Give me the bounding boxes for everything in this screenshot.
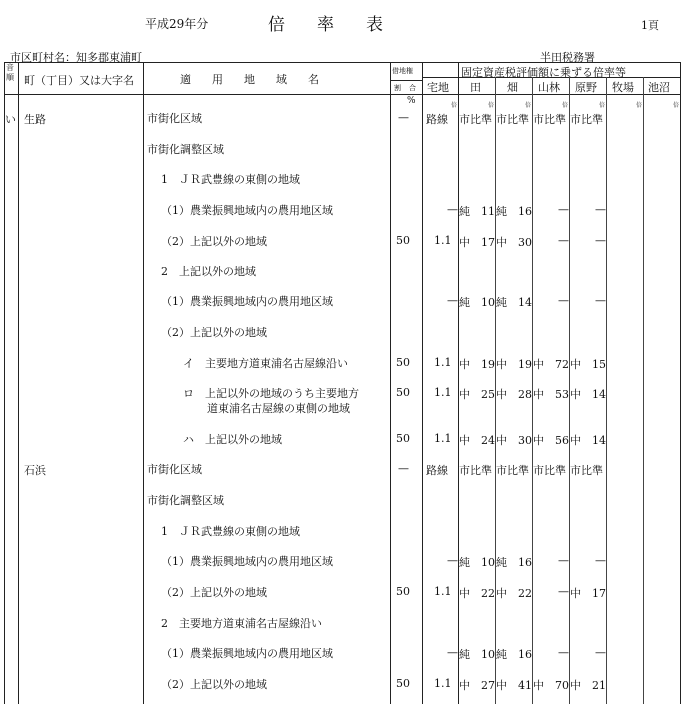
area-cell: 市街化調整区域 (147, 143, 224, 156)
genya-cell: 中 21 (570, 679, 606, 692)
page-number: 1頁 (641, 19, 659, 32)
ta-cell: 純 10 (459, 296, 495, 309)
area-cell: （1）農業振興地域内の農用地区域 (161, 295, 333, 308)
unit-ta: 倍 (488, 102, 495, 109)
ta-cell: 中 25 (459, 388, 495, 401)
area-cell: ロ 上記以外の地域のうち主要地方 (183, 387, 359, 400)
genya-cell: — (595, 554, 606, 567)
year-label: 平成29年分 (145, 17, 209, 31)
area-cell: （2）上記以外の地域 (161, 586, 267, 599)
ratio-cell: 50 (396, 432, 410, 445)
sanrin-cell: — (558, 585, 569, 598)
takuchi-cell: 路線 (426, 113, 448, 126)
kana-cell: い (5, 113, 16, 126)
header-kana-order: 音順 (6, 63, 14, 82)
sanrin-cell: 中 56 (533, 434, 569, 447)
area-cell: （1）農業振興地域内の農用地区域 (161, 647, 333, 660)
header-leasehold-ratio: 借地権 (392, 67, 413, 75)
ta-cell: 中 27 (459, 679, 495, 692)
area-cell: 2 主要地方道東浦名古屋線沿い (161, 617, 322, 630)
ratio-cell: — (398, 462, 409, 475)
ta-cell: 市比準 (459, 464, 492, 477)
ratio-cell: 50 (396, 234, 410, 247)
unit-sanrin: 倍 (562, 102, 569, 109)
area-cell: 市街化区域 (147, 463, 202, 476)
unit-bokujo: 倍 (636, 102, 643, 109)
hata-cell: 純 16 (496, 648, 532, 661)
area-cell: 市街化調整区域 (147, 494, 224, 507)
page-title: 倍率表 (268, 15, 415, 35)
unit-hata: 倍 (525, 102, 532, 109)
town-cell: 石浜 (24, 464, 46, 477)
ratio-header-divider (390, 80, 422, 81)
genya-cell: 中 15 (570, 358, 606, 371)
header-takuchi: 宅地 (427, 81, 449, 94)
area-cell-continued: 道東浦名古屋線の東側の地域 (207, 402, 350, 415)
takuchi-cell: 1.1 (434, 386, 452, 399)
sanrin-cell: 市比準 (533, 464, 566, 477)
ta-cell: 純 10 (459, 556, 495, 569)
sanrin-cell: — (558, 646, 569, 659)
unit-genya: 倍 (599, 102, 606, 109)
hata-cell: 中 41 (496, 679, 532, 692)
ratio-cell: 50 (396, 585, 410, 598)
takuchi-cell: 1.1 (434, 585, 452, 598)
ta-cell: 純 11 (459, 205, 495, 218)
header-bokujo: 牧場 (612, 81, 634, 94)
header-ta: 田 (470, 81, 481, 94)
ta-cell: 中 24 (459, 434, 495, 447)
area-cell: （1）農業振興地域内の農用地区域 (161, 555, 333, 568)
hata-cell: 中 28 (496, 388, 532, 401)
header-town-name: 町（丁目）又は大字名 (24, 74, 134, 87)
genya-cell: — (595, 646, 606, 659)
genya-cell: 市比準 (570, 113, 603, 126)
hata-cell: 純 14 (496, 296, 532, 309)
ratio-cell: 50 (396, 356, 410, 369)
table-top-border (4, 62, 680, 63)
genya-cell: — (595, 234, 606, 247)
sanrin-cell: 市比準 (533, 113, 566, 126)
hata-cell: 純 16 (496, 556, 532, 569)
takuchi-cell: — (447, 646, 458, 659)
genya-cell: 市比準 (570, 464, 603, 477)
area-cell: 1 ＪＲ武豊線の東側の地域 (161, 525, 300, 538)
hata-cell: 市比準 (496, 113, 529, 126)
ta-cell: 中 17 (459, 236, 495, 249)
header-area-name: 適用地域名 (180, 73, 340, 86)
takuchi-header-divider (422, 77, 458, 78)
municipality-label: 市区町村名：知多郡東浦町 (10, 51, 142, 64)
header-ratio: 割合 (394, 84, 424, 92)
genya-cell: 中 17 (570, 587, 606, 600)
header-hata: 畑 (507, 81, 518, 94)
town-cell: 生路 (24, 113, 46, 126)
hata-cell: 中 30 (496, 434, 532, 447)
sanrin-cell: — (558, 294, 569, 307)
area-cell: （2）上記以外の地域 (161, 326, 267, 339)
hata-cell: 中 22 (496, 587, 532, 600)
sanrin-cell: 中 53 (533, 388, 569, 401)
genya-cell: 中 14 (570, 388, 606, 401)
area-cell: （2）上記以外の地域 (161, 678, 267, 691)
takuchi-cell: 1.1 (434, 677, 452, 690)
genya-cell: — (595, 203, 606, 216)
header-chisho: 池沼 (648, 81, 670, 94)
sanrin-cell: — (558, 203, 569, 216)
ta-cell: 中 19 (459, 358, 495, 371)
sanrin-cell: — (558, 234, 569, 247)
area-cell: 市街化区域 (147, 112, 202, 125)
ratio-cell: 50 (396, 386, 410, 399)
takuchi-cell: — (447, 554, 458, 567)
ratio-cell: — (398, 111, 409, 124)
hata-cell: 中 19 (496, 358, 532, 371)
unit-takuchi: 倍 (451, 102, 458, 109)
ta-cell: 中 22 (459, 587, 495, 600)
ratio-cell: 50 (396, 677, 410, 690)
hata-cell: 市比準 (496, 464, 529, 477)
ta-cell: 市比準 (459, 113, 492, 126)
percent-unit: % (407, 96, 416, 106)
sanrin-cell: 中 72 (533, 358, 569, 371)
area-cell: 1 ＪＲ武豊線の東側の地域 (161, 173, 300, 186)
area-cell: （2）上記以外の地域 (161, 235, 267, 248)
hata-cell: 中 30 (496, 236, 532, 249)
header-genya: 原野 (575, 81, 597, 94)
header-multiplier-group: 固定資産税評価額に乗ずる倍率等 (461, 66, 626, 79)
area-cell: （1）農業振興地域内の農用地区域 (161, 204, 333, 217)
takuchi-cell: 路線 (426, 464, 448, 477)
area-cell: ハ 上記以外の地域 (183, 433, 282, 446)
takuchi-cell: 1.1 (434, 432, 452, 445)
sanrin-cell: 中 70 (533, 679, 569, 692)
unit-chisho: 倍 (673, 102, 680, 109)
sanrin-cell: — (558, 554, 569, 567)
takuchi-cell: 1.1 (434, 234, 452, 247)
genya-cell: — (595, 294, 606, 307)
area-cell: イ 主要地方道東浦名古屋線沿い (183, 357, 348, 370)
area-cell: 2 上記以外の地域 (161, 265, 256, 278)
genya-cell: 中 14 (570, 434, 606, 447)
ta-cell: 純 10 (459, 648, 495, 661)
takuchi-cell: 1.1 (434, 356, 452, 369)
header-sanrin: 山林 (538, 81, 560, 94)
takuchi-cell: — (447, 203, 458, 216)
hata-cell: 純 16 (496, 205, 532, 218)
tax-office-label: 半田税務署 (540, 51, 595, 64)
takuchi-cell: — (447, 294, 458, 307)
